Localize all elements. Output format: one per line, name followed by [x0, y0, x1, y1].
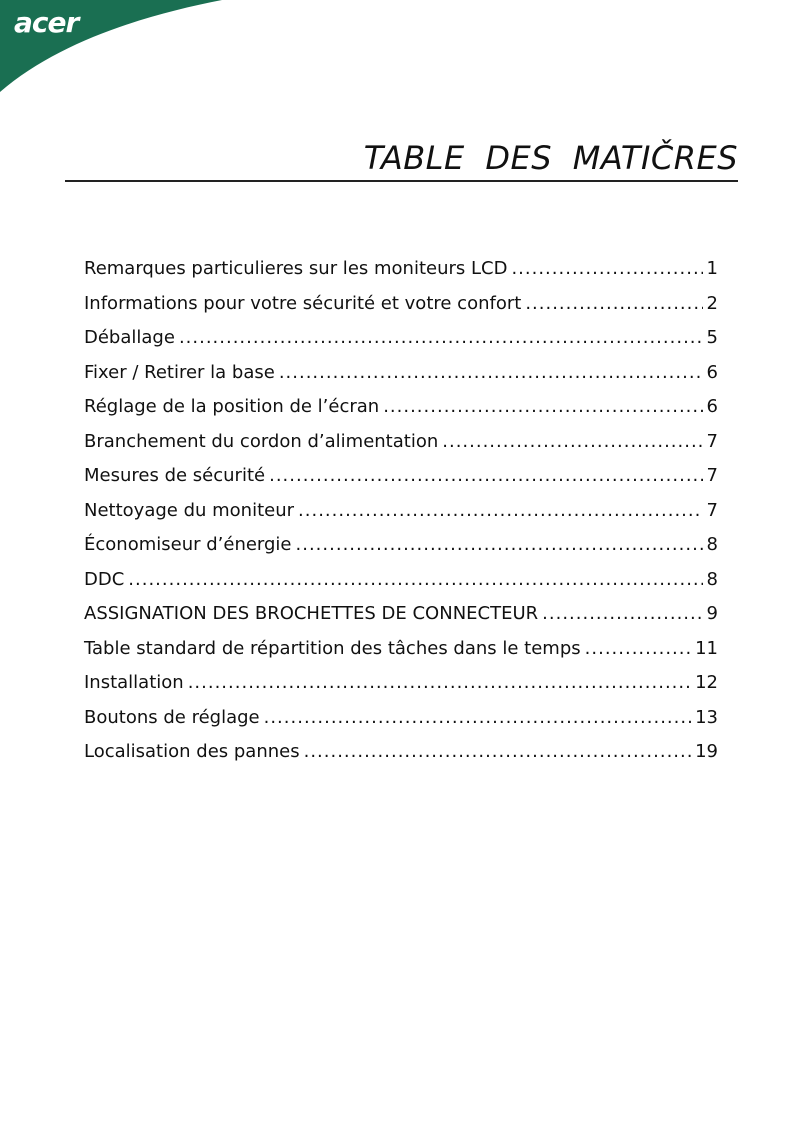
toc-dot-leader [304, 735, 692, 770]
toc-entry[interactable] [84, 390, 718, 425]
toc-entry[interactable] [84, 632, 718, 667]
toc-entry[interactable] [84, 287, 718, 322]
toc-dot-leader [585, 632, 691, 667]
toc-entry[interactable] [84, 701, 718, 736]
toc-entry-page: 7 [706, 465, 718, 486]
toc-dot-leader [383, 390, 702, 425]
toc-entry-label: Mesures de sécurité [84, 465, 266, 486]
toc-dot-leader [542, 597, 702, 632]
toc-entry-page: 11 [695, 637, 718, 659]
toc-entry[interactable] [84, 252, 718, 287]
toc-dot-leader [188, 666, 691, 701]
toc-entry-page: 1 [706, 258, 718, 279]
toc-entry-page: 19 [695, 741, 718, 762]
toc-entry-label: Branchement du cordon d’alimentation [84, 430, 439, 452]
toc-entry[interactable] [84, 425, 718, 460]
toc-entry-page: 6 [706, 396, 718, 417]
toc-entry-label: Déballage [84, 327, 175, 348]
toc-entry-page: 9 [706, 603, 718, 624]
toc-entry[interactable] [84, 597, 718, 632]
brand-corner [0, 0, 230, 100]
toc-entry-label: Boutons de réglage [84, 706, 260, 728]
toc-entry[interactable] [84, 735, 718, 770]
toc-entry[interactable] [84, 321, 718, 356]
toc-dot-leader [264, 701, 691, 736]
toc-entry-label: Réglage de la position de l’écran [84, 396, 380, 417]
toc-dot-leader [279, 356, 703, 391]
toc-entry-page: 6 [706, 361, 718, 383]
toc-entry-page: 2 [706, 292, 718, 314]
toc-dot-leader [128, 563, 702, 598]
toc-entry-page: 8 [706, 568, 718, 590]
toc-dot-leader [296, 528, 703, 563]
toc-entry-page: 13 [695, 706, 718, 728]
toc-entry-label: ASSIGNATION DES BROCHETTES DE CONNECTEUR [84, 603, 539, 624]
toc-dot-leader [511, 252, 702, 287]
toc-entry-page: 12 [695, 672, 718, 693]
toc-entry-label: Informations pour votre sécurité et votre confort [84, 292, 522, 314]
toc-dot-leader [298, 494, 703, 529]
toc-entry[interactable] [84, 356, 718, 391]
toc-dot-leader [179, 321, 703, 356]
toc-entry-page: 5 [706, 327, 718, 348]
toc-entry-page: 8 [706, 534, 718, 555]
toc-entry-label: Remarques particulieres sur les moniteurs LCD [84, 258, 508, 279]
toc-entry[interactable] [84, 528, 718, 563]
acer-logo: acer [14, 6, 79, 39]
toc-entry-label: Économiseur d’énergie [84, 534, 292, 555]
toc-dot-leader [442, 425, 702, 460]
table-of-contents [84, 252, 718, 770]
toc-dot-leader [525, 287, 702, 322]
page-title: TABLE DES MATIČRES [363, 139, 738, 177]
toc-entry-label: Localisation des pannes [84, 741, 300, 762]
toc-entry-page: 7 [706, 499, 718, 521]
toc-entry[interactable] [84, 494, 718, 529]
toc-entry-page: 7 [706, 430, 718, 452]
toc-entry-label: Installation [84, 672, 184, 693]
toc-entry-label: DDC [84, 568, 125, 590]
toc-dot-leader [269, 459, 702, 494]
toc-entry[interactable] [84, 563, 718, 598]
toc-entry[interactable] [84, 666, 718, 701]
title-rule [65, 180, 738, 182]
toc-entry-label: Fixer / Retirer la base [84, 361, 275, 383]
toc-entry-label: Nettoyage du moniteur [84, 499, 295, 521]
toc-entry[interactable] [84, 459, 718, 494]
toc-entry-label: Table standard de répartition des tâches dans le temps [84, 637, 581, 659]
